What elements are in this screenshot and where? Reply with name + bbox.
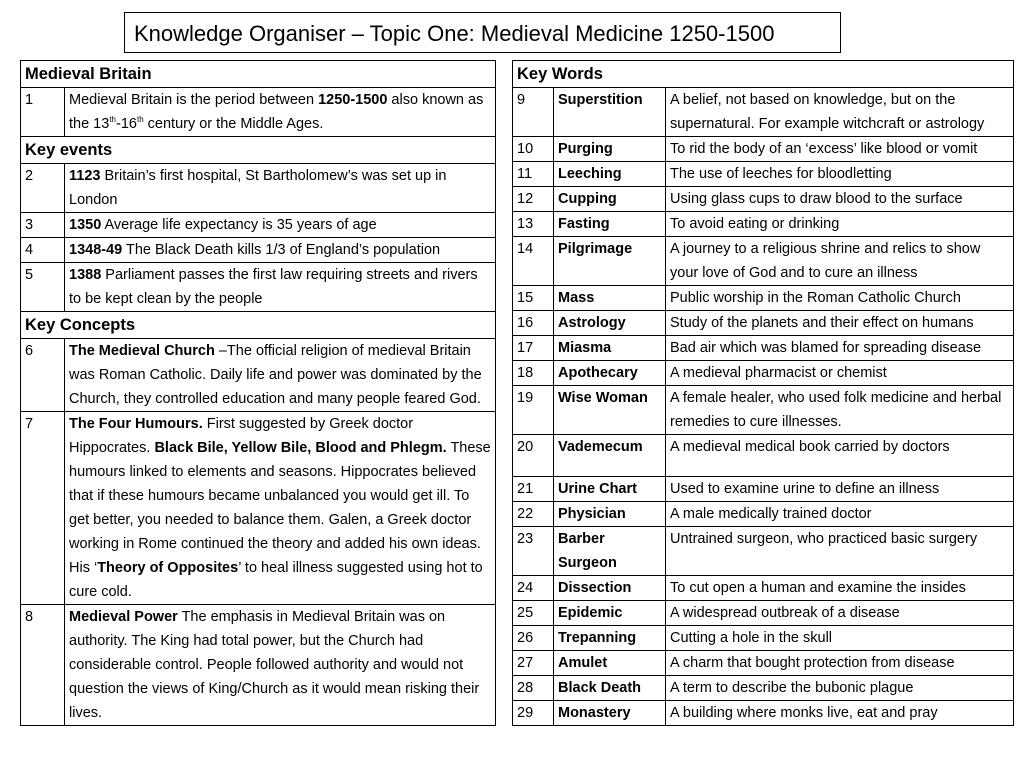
table-row: [513, 212, 1014, 237]
row-number: 7: [21, 412, 65, 605]
page-title: Knowledge Organiser – Topic One: Medieval Medicine 1250-1500: [124, 12, 841, 53]
table-row: [513, 336, 1014, 361]
key-word-definition: Public worship in the Roman Catholic Church: [666, 286, 1014, 311]
row-number: 15: [513, 286, 554, 311]
table-row: [21, 605, 496, 726]
key-word-definition: A term to describe the bubonic plague: [666, 676, 1014, 701]
row-number: 17: [513, 336, 554, 361]
row-number: 18: [513, 361, 554, 386]
key-word-definition: A medieval pharmacist or chemist: [666, 361, 1014, 386]
table-row: [513, 626, 1014, 651]
key-word: Wise Woman: [554, 386, 666, 435]
table-row: [21, 213, 496, 238]
concept-text: Medieval Power The emphasis in Medieval Britain was on authority. The King had total power, but the Church had considerable control. People followed authority and would not question the views of King/Church as it would mean risking their lives.: [65, 605, 496, 726]
row-number: 25: [513, 601, 554, 626]
table-row: [513, 676, 1014, 701]
row-number: 8: [21, 605, 65, 726]
key-word-definition: A journey to a religious shrine and relics to show your love of God and to cure an illness: [666, 237, 1014, 286]
row-number: 3: [21, 213, 65, 238]
key-word: Purging: [554, 137, 666, 162]
table-row: [513, 502, 1014, 527]
table-row: [21, 263, 496, 312]
row-number: 22: [513, 502, 554, 527]
table-row: [513, 576, 1014, 601]
key-events-heading: Key events: [21, 137, 496, 164]
row-number: 20: [513, 435, 554, 477]
row-number: 4: [21, 238, 65, 263]
table-row: [513, 187, 1014, 212]
key-word: Amulet: [554, 651, 666, 676]
table-row: [21, 339, 496, 412]
row-number: 16: [513, 311, 554, 336]
key-concepts-heading: Key Concepts: [21, 312, 496, 339]
key-word: Mass: [554, 286, 666, 311]
key-word: Physician: [554, 502, 666, 527]
table-row: [513, 88, 1014, 137]
concept-text: The Medieval Church –The official religion of medieval Britain was Roman Catholic. Daily life and power was dominated by the Church, they controlled education and many people feared God.: [65, 339, 496, 412]
key-word-definition: Untrained surgeon, who practiced basic surgery: [666, 527, 1014, 576]
key-word-definition: Bad air which was blamed for spreading disease: [666, 336, 1014, 361]
row-number: 19: [513, 386, 554, 435]
key-word-definition: The use of leeches for bloodletting: [666, 162, 1014, 187]
table-row: [21, 238, 496, 263]
key-word: Miasma: [554, 336, 666, 361]
table-row: [513, 286, 1014, 311]
row-number: 1: [21, 88, 65, 137]
row-number: 29: [513, 701, 554, 726]
key-word: Urine Chart: [554, 477, 666, 502]
table-row: [513, 477, 1014, 502]
table-row: [513, 601, 1014, 626]
table-row: [513, 237, 1014, 286]
key-word-definition: Using glass cups to draw blood to the surface: [666, 187, 1014, 212]
row-number: 10: [513, 137, 554, 162]
key-word: Vademecum: [554, 435, 666, 477]
table-row: [21, 88, 496, 137]
table-row: [513, 435, 1014, 477]
row-number: 12: [513, 187, 554, 212]
event-text: 1123 Britain’s first hospital, St Bartholomew’s was set up in London: [65, 164, 496, 213]
key-word-definition: To avoid eating or drinking: [666, 212, 1014, 237]
key-word-definition: Study of the planets and their effect on humans: [666, 311, 1014, 336]
key-word-definition: A medieval medical book carried by doctors: [666, 435, 1014, 477]
key-word-definition: Used to examine urine to define an illness: [666, 477, 1014, 502]
row-number: 2: [21, 164, 65, 213]
event-text: 1348-49 The Black Death kills 1/3 of England’s population: [65, 238, 496, 263]
event-text: 1388 Parliament passes the first law requiring streets and rivers to be kept clean by the people: [65, 263, 496, 312]
table-row: [513, 137, 1014, 162]
key-word: Apothecary: [554, 361, 666, 386]
key-words-table: [512, 60, 1014, 726]
table-row: [513, 361, 1014, 386]
key-word: Monastery: [554, 701, 666, 726]
key-word-definition: A female healer, who used folk medicine and herbal remedies to cure illnesses.: [666, 386, 1014, 435]
row-number: 6: [21, 339, 65, 412]
key-word-definition: A widespread outbreak of a disease: [666, 601, 1014, 626]
key-word: Epidemic: [554, 601, 666, 626]
key-word: Cupping: [554, 187, 666, 212]
concept-text: The Four Humours. First suggested by Greek doctor Hippocrates. Black Bile, Yellow Bile, Blood and Phlegm. These humours linked to elements and seasons. Hippocrates believed that if these humours became unbalanced you would get ill. To get better, you needed to balance them. Galen, a Greek doctor working in Rome continued the theory and added his own ideas. His ‘Theory of Opposites’ to heal illness suggested using hot to cure cold.: [65, 412, 496, 605]
row-number: 21: [513, 477, 554, 502]
key-word-definition: To cut open a human and examine the insides: [666, 576, 1014, 601]
key-word-definition: A building where monks live, eat and pray: [666, 701, 1014, 726]
key-word: Dissection: [554, 576, 666, 601]
key-word: Astrology: [554, 311, 666, 336]
key-word: Trepanning: [554, 626, 666, 651]
left-panel-table: [20, 60, 496, 726]
row-number: 14: [513, 237, 554, 286]
table-row: [513, 311, 1014, 336]
row-number: 23: [513, 527, 554, 576]
row-number: 5: [21, 263, 65, 312]
key-word-definition: To rid the body of an ‘excess’ like blood or vomit: [666, 137, 1014, 162]
table-row: [513, 651, 1014, 676]
table-row: [513, 527, 1014, 576]
table-row: [21, 164, 496, 213]
row-number: 28: [513, 676, 554, 701]
table-row: [513, 386, 1014, 435]
key-word-definition: Cutting a hole in the skull: [666, 626, 1014, 651]
table-row: [21, 412, 496, 605]
row-number: 26: [513, 626, 554, 651]
row-number: 9: [513, 88, 554, 137]
key-word: Pilgrimage: [554, 237, 666, 286]
row-number: 13: [513, 212, 554, 237]
key-word: Leeching: [554, 162, 666, 187]
row-number: 27: [513, 651, 554, 676]
medieval-britain-heading: Medieval Britain: [21, 61, 496, 88]
key-words-heading: Key Words: [513, 61, 1014, 88]
table-row: [513, 701, 1014, 726]
key-word-definition: A belief, not based on knowledge, but on the supernatural. For example witchcraft or astrology: [666, 88, 1014, 137]
table-row: [513, 162, 1014, 187]
britain-definition: Medieval Britain is the period between 1250-1500 also known as the 13th-16th century or the Middle Ages.: [65, 88, 496, 137]
row-number: 11: [513, 162, 554, 187]
key-word-definition: A male medically trained doctor: [666, 502, 1014, 527]
key-word: Barber Surgeon: [554, 527, 666, 576]
key-word: Black Death: [554, 676, 666, 701]
row-number: 24: [513, 576, 554, 601]
key-word: Superstition: [554, 88, 666, 137]
key-word: Fasting: [554, 212, 666, 237]
key-word-definition: A charm that bought protection from disease: [666, 651, 1014, 676]
event-text: 1350 Average life expectancy is 35 years of age: [65, 213, 496, 238]
